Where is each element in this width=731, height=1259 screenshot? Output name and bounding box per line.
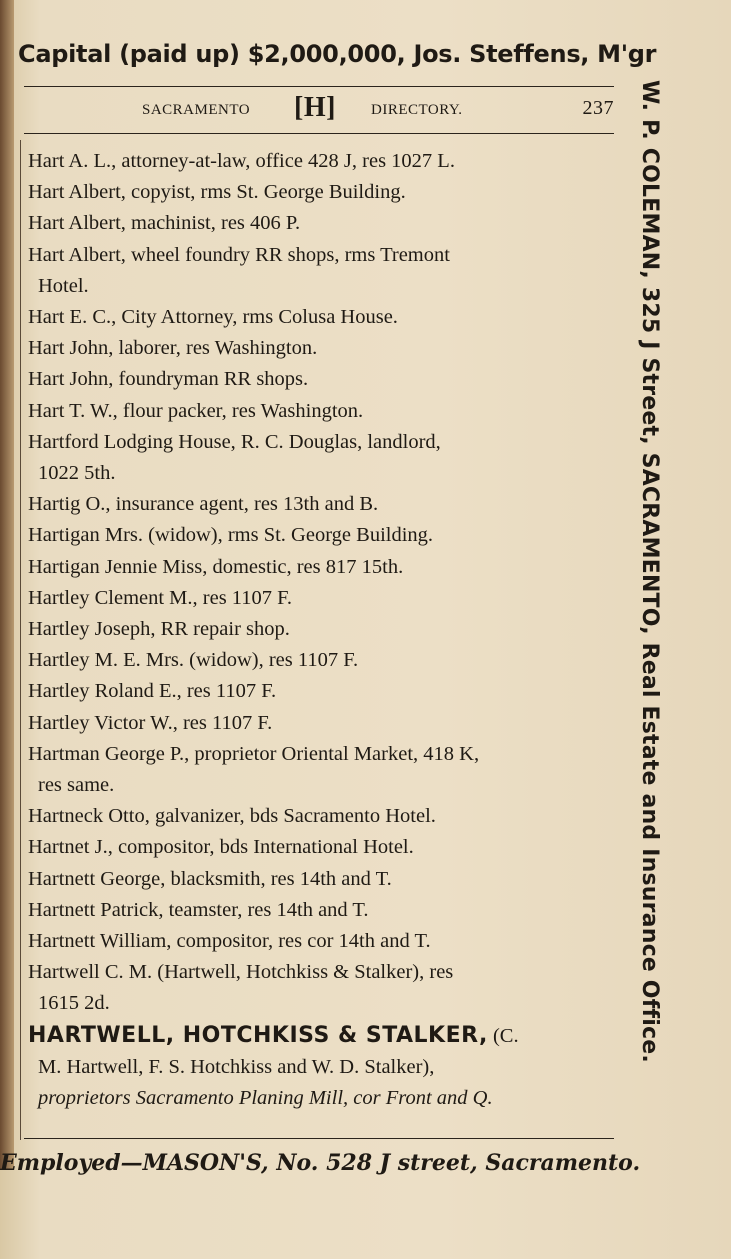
entry-text: Hartnett George, blacksmith, res 14th and T. [28,867,392,890]
entry-text: Hartley Roland E., res 1107 F. [28,680,277,703]
directory-entry [28,208,612,239]
directory-entry [28,864,612,895]
entry-continuation: Hotel. [38,274,89,297]
directory-entry [28,333,612,364]
entry-text: Hartley M. E. Mrs. (widow), res 1107 F. [28,649,359,672]
directory-entry [28,520,612,551]
directory-entry [28,146,612,177]
directory-entry [28,583,612,614]
directory-entry [28,240,612,302]
featured-entry [28,1020,612,1115]
entry-text: Hart John, laborer, res Washington. [28,337,318,360]
directory-entry [28,645,612,676]
directory-entry [28,739,612,801]
directory-entry [28,177,612,208]
running-head [24,92,614,124]
entry-text: Hart T. W., flour packer, res Washington. [28,399,364,422]
entry-text: Hart Albert, wheel foundry RR shops, rms Tremont [28,243,450,266]
head-rule [24,133,614,134]
top-advert-banner: Capital (paid up) $2,000,000, Jos. Steffens, M'gr [18,40,657,68]
entry-text: Hartnett William, compositor, res cor 14th and T. [28,930,431,953]
directory-entry [28,708,612,739]
side-advert [632,80,666,1150]
entry-continuation: 1022 5th. [38,462,116,485]
running-head-letter: [H] [294,92,336,123]
featured-entry-line2: M. Hartwell, F. S. Hotchkiss and W. D. Stalker), [38,1055,435,1078]
entry-text: Hart A. L., attorney-at-law, office 428 J, res 1027 L. [28,150,455,172]
featured-entry-line3: proprietors Sacramento Planing Mill, cor Front and Q. [38,1087,493,1110]
entry-text: Hartwell C. M. (Hartwell, Hotchkiss & Stalker), res [28,961,454,984]
directory-entry [28,489,612,520]
left-frame-rule [20,140,21,1140]
entry-text: Hart John, foundryman RR shops. [28,368,309,391]
featured-entry-rest: (C. [487,1024,519,1047]
running-head-right: DIRECTORY. [371,102,463,118]
entry-text: Hartig O., insurance agent, res 13th and B. [28,493,379,516]
side-advert-text: W. P. COLEMAN, 325 J Street, SACRAMENTO, Real Estate and Insurance Office. [637,80,662,1063]
entry-text: Hartford Lodging House, R. C. Douglas, landlord, [28,430,441,453]
directory-entry [28,957,612,1019]
entry-text: Hart Albert, machinist, res 406 P. [28,212,301,235]
entry-text: Hart Albert, copyist, rms St. George Building. [28,181,406,204]
book-spine-edge [0,0,14,1170]
featured-entry-name: HARTWELL, HOTCHKISS & STALKER, [28,1022,488,1048]
running-head-left: SACRAMENTO [142,102,251,118]
directory-entry [28,801,612,832]
entry-text: Hartman George P., proprietor Oriental Market, 418 K, [28,742,480,765]
bottom-advert-banner: Employed—MASON'S, No. 528 J street, Sacramento. [0,1150,641,1176]
entry-text: Hartnett Patrick, teamster, res 14th and T. [28,898,369,921]
entries-list [28,146,612,1114]
entry-text: Hartley Victor W., res 1107 F. [28,711,273,734]
entry-text: Hartnet J., compositor, bds International Hotel. [28,836,414,859]
directory-entry [28,552,612,583]
directory-entry [28,614,612,645]
bottom-rule [24,1138,614,1139]
directory-entry [28,302,612,333]
directory-entry [28,926,612,957]
entry-text: Hartneck Otto, galvanizer, bds Sacramento Hotel. [28,805,436,828]
top-rule [24,86,614,87]
directory-entry [28,427,612,489]
directory-entry [28,895,612,926]
entry-continuation: 1615 2d. [38,992,110,1015]
directory-entry [28,832,612,863]
directory-entry [28,396,612,427]
page-number: 237 [582,97,614,119]
entry-text: Hartigan Jennie Miss, domestic, res 817 15th. [28,555,404,578]
entry-text: Hart E. C., City Attorney, rms Colusa House. [28,306,398,329]
directory-entry [28,364,612,395]
entry-continuation: res same. [38,774,115,797]
directory-entry [28,676,612,707]
entry-text: Hartigan Mrs. (widow), rms St. George Building. [28,524,434,547]
entry-text: Hartley Joseph, RR repair shop. [28,618,290,641]
entry-text: Hartley Clement M., res 1107 F. [28,586,293,609]
